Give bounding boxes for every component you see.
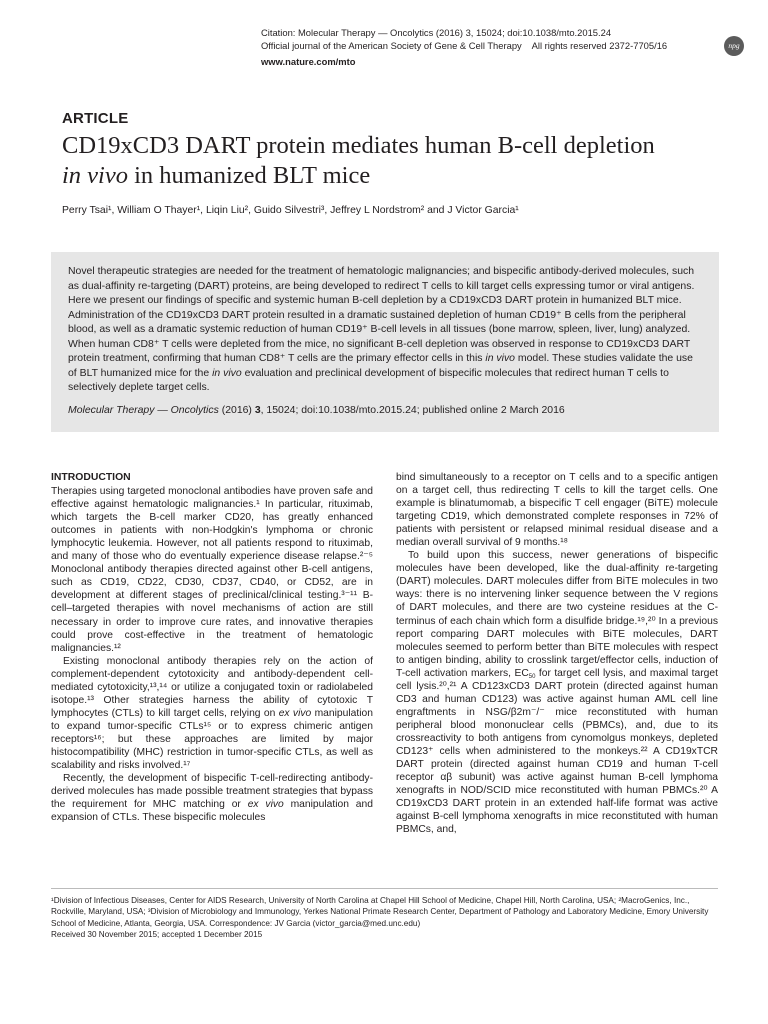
abstract-text: [68, 265, 704, 396]
body-column-left: [51, 471, 373, 824]
abstract-part-2: model. These studies validate the use of BLT humanized mice for the: [68, 353, 693, 379]
paragraph-italic: ex vivo: [247, 799, 284, 811]
title-line-1: CD19xCD3 DART protein mediates human B-cell depletion: [62, 132, 655, 159]
subscript: 50: [528, 673, 536, 680]
paragraph-text: for target cell lysis, and maximal target cell lysis.²⁰,²¹ A CD123xCD3 DART protein (directed against human CD3 and human CD123) was active against human AML cell line engraftments in NSG/β2m⁻/⁻ mice reconstituted with human peripheral blood mononuclear cells (PBMCs), and, due to its crossreactivity to both antigens from cynomolgus monkeys, depleted CD123⁺ cells when administered to the monkeys.²² A CD19xTCR DART protein (directed against human CD19 and human T-cell receptor αβ subunit) was active against human B-cell lymphoma xenografts in NOD/SCID mice reconstituted with human PBMCs.²⁰ A CD19xCD3 DART protein in an extended half-life format was active against B-cell lymphoma xenografts in mice reconstituted with human PBMCs, and,: [396, 667, 718, 836]
paragraph-text: manipulation and expansion of CTLs. These bispecific molecules: [51, 799, 373, 824]
citation-volume: 3: [254, 405, 261, 416]
running-header: [261, 27, 667, 69]
citation-year: (2016): [218, 405, 255, 416]
author-list: Perry Tsai¹, William O Thayer¹, Liqin Liu², Guido Silvestri³, Jeffrey L Nordstrom² and J Victor Garcia¹: [62, 205, 519, 216]
paragraph: [51, 772, 373, 824]
abstract-italic-2: in vivo: [212, 367, 242, 379]
paragraph-text: Recently, the development of bispecific T-cell-redirecting antibody-derived molecules has made possible treatment strategies that bypass the requirement for MHC matching or: [51, 773, 373, 811]
paragraph-text: manipulation to expand tumor-specific CTLs¹⁵ or to express chimeric antigen receptors¹⁶; but these approaches are limited by major histocompatibility (MHC) restriction in tumor-specific CTLs, as well as scalability and risks involved.¹⁷: [51, 707, 373, 772]
npg-logo-icon: npg: [724, 36, 744, 56]
abstract-part-1: Novel therapeutic strategies are needed for the treatment of hematologic malignancies; and bispecific antibody-derived molecules, such as dual-affinity re-targeting (DART) proteins, are being developed to redirect T cells to kill target cells expressing tumor or viral antigens. Here we present our findings of specific and systemic human B-cell depletion by a CD19xCD3 DART protein in humanized BLT mice. Administration of the CD19xCD3 DART protein resulted in a dramatic sustained depletion of human CD19⁺ B cells from the peripheral blood, as well as a dramatic systemic reduction of human CD19⁺ B-cell levels in all tissues (bone marrow, spleen, liver, lung) analyzed. When human CD8⁺ T cells were depleted from the mice, no significant B-cell depletion was observed in response to CD19xCD3 DART protein treatment, confirming that human CD8⁺ T cells are the primary effector cells in this: [68, 266, 695, 364]
citation-journal: Molecular Therapy — Oncolytics: [68, 405, 219, 416]
citation-line: Citation: Molecular Therapy — Oncolytics (2016) 3, 15024; doi:10.1038/mto.2015.24: [261, 27, 612, 38]
abstract-citation: [68, 404, 704, 417]
paragraph-italic: ex vivo: [278, 707, 312, 719]
paragraph: bind simultaneously to a receptor on T cells and to a specific antigen on a target cell, thus redirecting T cells to kill the target cells. One example is blinatumomab, a bispecific T cell engager (BiTE) molecule targeting CD19, which demonstrated complete responses in 72% of patients with persistent or relapsed minimal residual disease and a median overall survival of 9 months.¹⁸: [396, 472, 718, 549]
journal-line: Official journal of the American Society of Gene & Cell Therapy All rights reserved 2372-7705/16: [261, 39, 668, 51]
title-italic: in vivo: [62, 162, 128, 189]
received-dates: Received 30 November 2015; accepted 1 December 2015: [51, 929, 263, 939]
paragraph-text: Existing monoclonal antibody therapies rely on the action of complement-dependent cytotoxicity and antibody-dependent cell-mediated cytotoxicity,¹³,¹⁴ or utilize a conjugated toxin or radiolabeled isotope.¹³ Other strategies harness the ability of cytotoxic T lymphocytes (CTLs) to kill target cells, relying on: [51, 655, 373, 719]
footnote: [51, 895, 718, 940]
abstract-part-3: evaluation and preclinical development of bispecific molecules that redirect human T cells to selectively deplete target cells.: [68, 367, 669, 393]
affiliations: ¹Division of Infectious Diseases, Center for AIDS Research, University of North Carolina at Chapel Hill School of Medicine, Chapel Hill, North Carolina, USA; ²MacroGenics, Inc., Rockville, Maryland, USA; ³Division of Microbiology and Immunology, Yerkes National Primate Research Center, Department of Pathology and Laboratory Medicine, Emory University School of Medicine, Atlanta, Georgia, USA. Correspondence: JV Garcia (victor_garcia@med.unc.edu): [51, 896, 709, 928]
title-line-2: [62, 161, 722, 191]
journal-website-link[interactable]: www.nature.com/mto: [261, 56, 356, 67]
footnote-divider: [51, 888, 718, 889]
section-heading: INTRODUCTION: [51, 472, 131, 483]
title-line-2-rest: in humanized BLT mice: [128, 162, 371, 189]
abstract-box: [51, 252, 719, 432]
paragraph-text: To build upon this success, newer generations of bispecific molecules have been developed, like the dual-affinity re-targeting (DART) molecules. DART molecules differ from BiTE molecules in two ways: there is no intervening linker sequence between the V regions of DART molecules, and there are two cysteine residues at the C-terminus of each chain which form a disulfide bridge.¹⁹,²⁰ In a previous report comparing DART molecules with BiTE molecules, DART molecules seemed to perform better than BiTE molecules with respect to antigen binding, ability to crosslink target/effector cells, induction of T-cell activation markers, EC: [396, 550, 718, 679]
body-column-right: [396, 471, 718, 836]
article-type-label: ARTICLE: [62, 110, 129, 127]
paragraph: Therapies using targeted monoclonal antibodies have proven safe and effective against hematologic malignancies.¹ In particular, rituximab, which targets the B-cell marker CD20, has greatly enhanced outcomes in patients with non-Hodgkin's lymphoma or chronic lymphocytic leukemia. However, not all patients respond to rituximab, and many of those who do eventually experience disease relapse.²⁻⁵ Monoclonal antibody therapies directed against other B-cell antigens, such as CD19, CD22, CD30, CD37, CD40, or CD52, are in development at different stages of preclinical/clinical testing.³⁻¹¹ B-cell–targeted therapies with novel mechanisms of action are still necessary in order to improve cure rates, and innovative therapies could prove cost-effective in the treatment of hematologic malignancies.¹²: [51, 486, 373, 654]
article-title: [62, 131, 722, 191]
abstract-italic-1: in vivo: [485, 353, 515, 364]
paragraph: [396, 549, 718, 836]
paragraph: [51, 655, 373, 772]
citation-rest: , 15024; doi:10.1038/mto.2015.24; published online 2 March 2016: [260, 405, 565, 416]
